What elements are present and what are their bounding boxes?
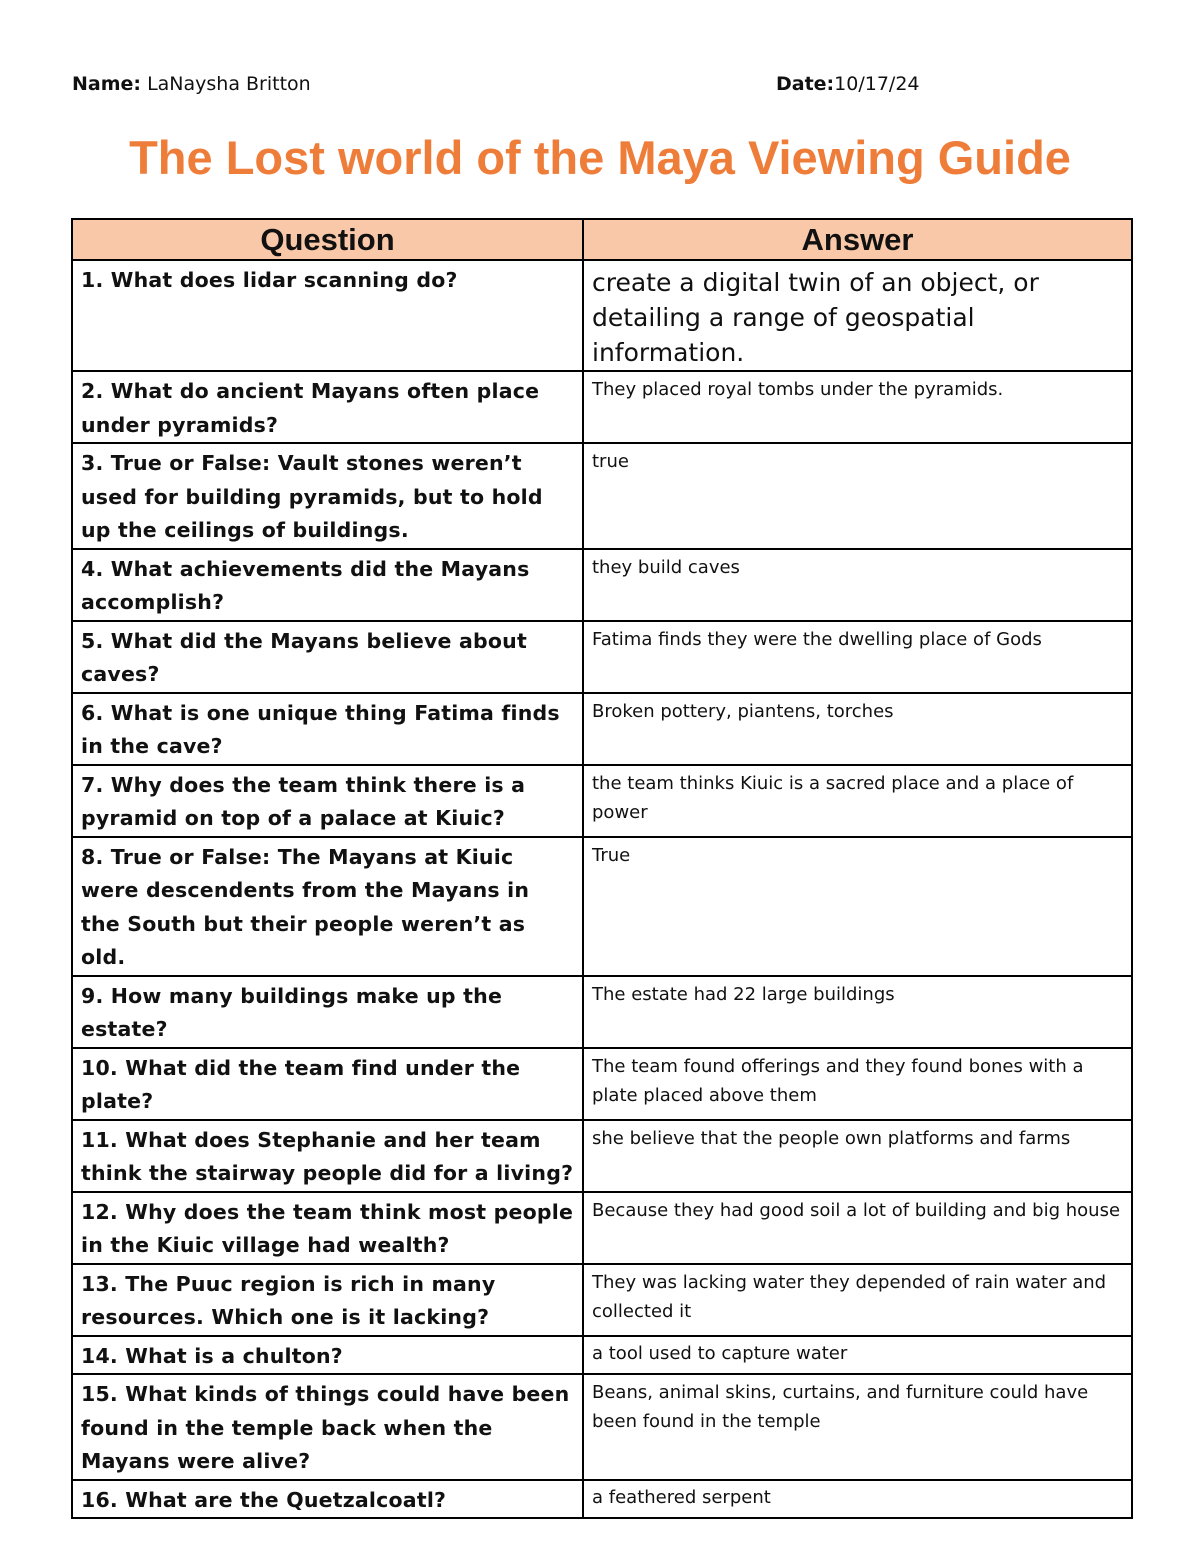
answer-cell: they build caves	[583, 549, 1132, 621]
name-value: LaNaysha Britton	[147, 73, 311, 95]
question-cell: 4. What achievements did the Mayans accomplish?	[72, 549, 583, 621]
table-row	[72, 443, 1132, 549]
question-cell: 2. What do ancient Mayans often place under pyramids?	[72, 371, 583, 443]
answer-cell: true	[583, 443, 1132, 549]
answer-cell: Broken pottery, piantens, torches	[583, 693, 1132, 765]
table-row	[72, 1120, 1132, 1192]
answer-cell: The estate had 22 large buildings	[583, 976, 1132, 1048]
table-row	[72, 621, 1132, 693]
answer-header: Answer	[583, 219, 1132, 260]
question-cell: 7. Why does the team think there is a pyramid on top of a palace at Kiuic?	[72, 765, 583, 837]
question-cell: 14. What is a chulton?	[72, 1336, 583, 1375]
table-row	[72, 1192, 1132, 1264]
table-row	[72, 765, 1132, 837]
table-header-row	[72, 219, 1132, 260]
table-row	[72, 1480, 1132, 1519]
table-row	[72, 1048, 1132, 1120]
table-row	[72, 371, 1132, 443]
question-cell: 13. The Puuc region is rich in many resources. Which one is it lacking?	[72, 1264, 583, 1336]
date-label: Date:	[776, 73, 835, 95]
answer-cell: Because they had good soil a lot of building and big house	[583, 1192, 1132, 1264]
answer-cell: They was lacking water they depended of rain water and collected it	[583, 1264, 1132, 1336]
table-row	[72, 976, 1132, 1048]
question-cell: 11. What does Stephanie and her team think the stairway people did for a living?	[72, 1120, 583, 1192]
table-row	[72, 260, 1132, 371]
document-title: The Lost world of the Maya Viewing Guide	[129, 131, 1071, 184]
answer-cell: create a digital twin of an object, or detailing a range of geospatial information.	[583, 260, 1132, 371]
table-row	[72, 837, 1132, 976]
answer-cell: Fatima finds they were the dwelling place of Gods	[583, 621, 1132, 693]
question-cell: 3. True or False: Vault stones weren’t used for building pyramids, but to hold up the ceilings of buildings.	[72, 443, 583, 549]
question-cell: 16. What are the Quetzalcoatl?	[72, 1480, 583, 1519]
answer-cell: she believe that the people own platforms and farms	[583, 1120, 1132, 1192]
answer-cell: a feathered serpent	[583, 1480, 1132, 1519]
answer-cell: a tool used to capture water	[583, 1336, 1132, 1375]
table-row	[72, 693, 1132, 765]
answer-cell: the team thinks Kiuic is a sacred place and a place of power	[583, 765, 1132, 837]
question-cell: 8. True or False: The Mayans at Kiuic were descendents from the Mayans in the South but their people weren’t as old.	[72, 837, 583, 976]
student-name	[72, 73, 311, 95]
table-row	[72, 1264, 1132, 1336]
question-header: Question	[72, 219, 583, 260]
answer-cell: They placed royal tombs under the pyramids.	[583, 371, 1132, 443]
question-cell: 10. What did the team find under the plate?	[72, 1048, 583, 1120]
table-row	[72, 1336, 1132, 1375]
viewing-guide-table	[71, 218, 1133, 1519]
answer-cell: The team found offerings and they found bones with a plate placed above them	[583, 1048, 1132, 1120]
answer-cell: Beans, animal skins, curtains, and furniture could have been found in the temple	[583, 1374, 1132, 1480]
table-row	[72, 549, 1132, 621]
assignment-date	[776, 73, 920, 95]
question-cell: 5. What did the Mayans believe about caves?	[72, 621, 583, 693]
question-cell: 1. What does lidar scanning do?	[72, 260, 583, 371]
question-cell: 6. What is one unique thing Fatima finds in the cave?	[72, 693, 583, 765]
date-value: 10/17/24	[834, 73, 920, 95]
question-cell: 9. How many buildings make up the estate?	[72, 976, 583, 1048]
name-label: Name:	[72, 73, 142, 95]
question-cell: 12. Why does the team think most people in the Kiuic village had wealth?	[72, 1192, 583, 1264]
table-row	[72, 1374, 1132, 1480]
answer-cell: True	[583, 837, 1132, 976]
question-cell: 15. What kinds of things could have been found in the temple back when the Mayans were alive?	[72, 1374, 583, 1480]
